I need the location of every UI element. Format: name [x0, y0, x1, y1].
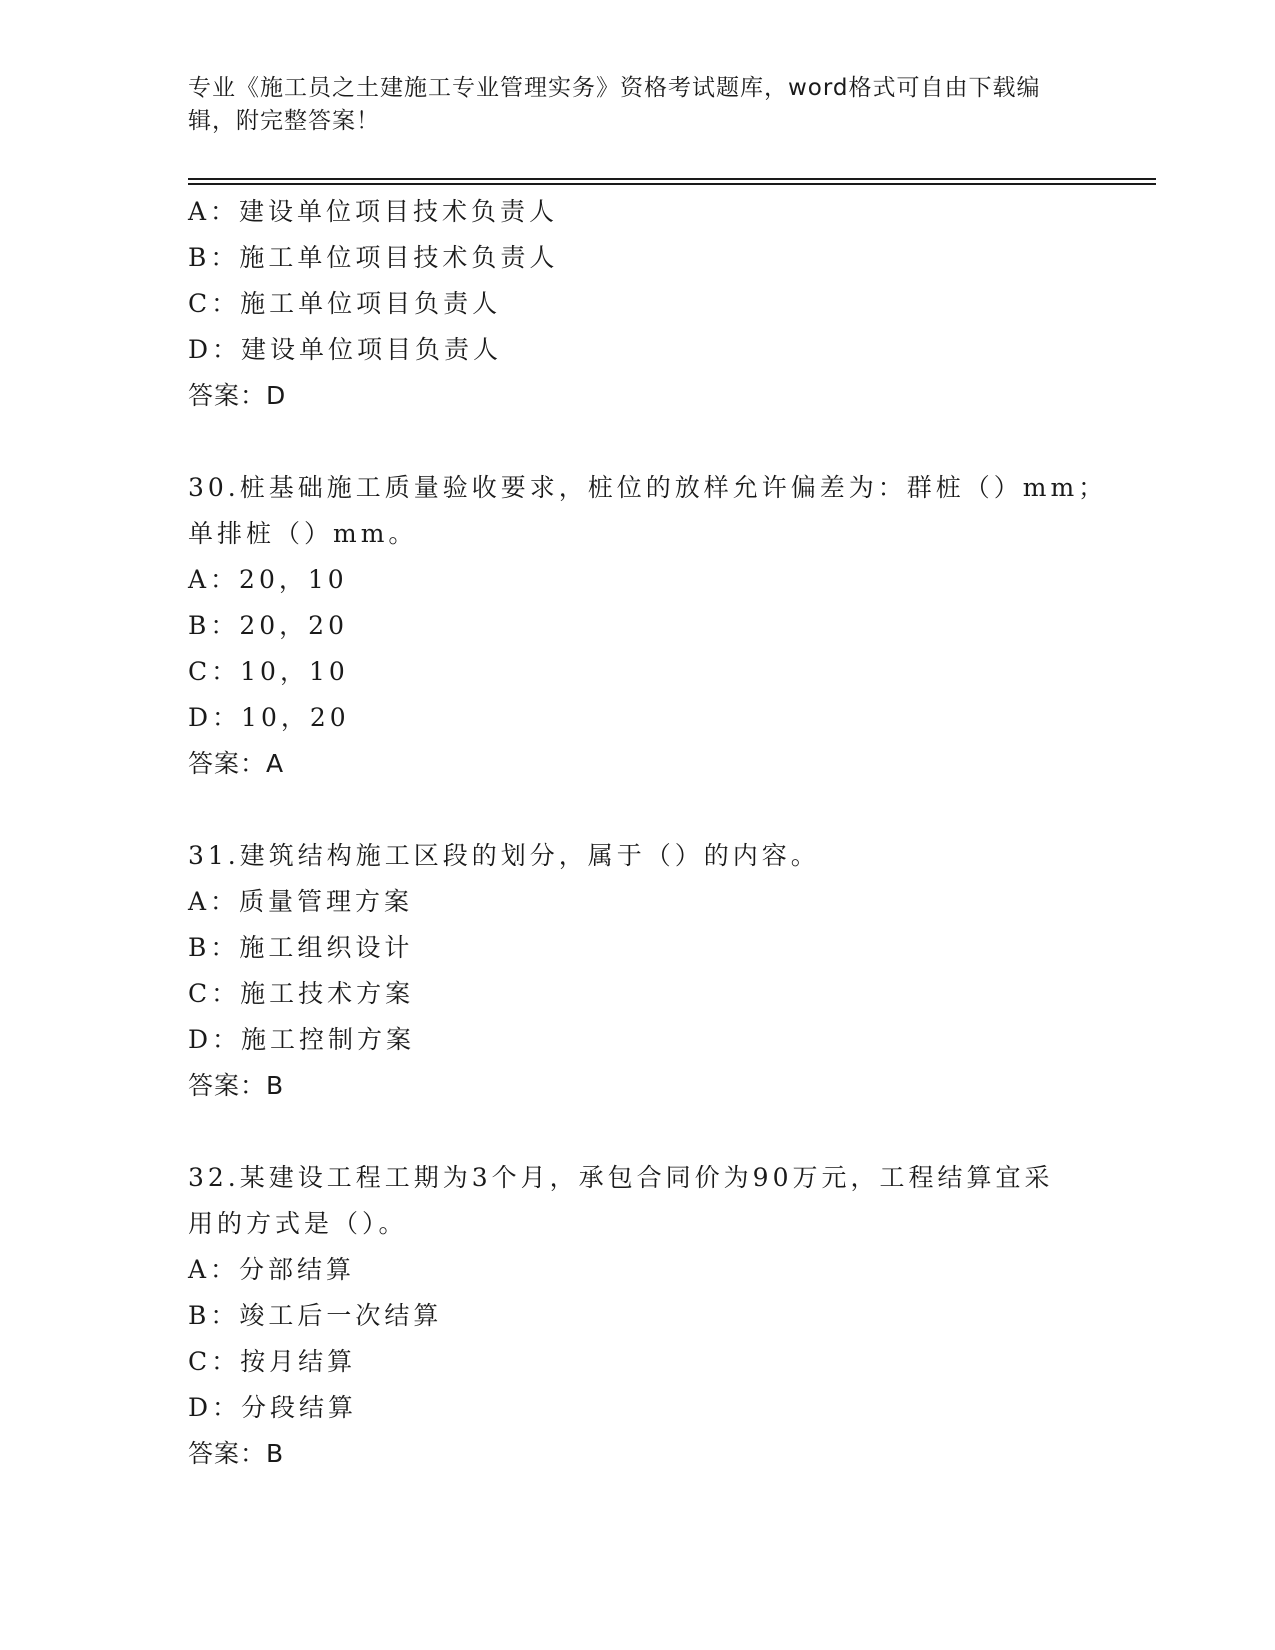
answer: 答案：A — [188, 749, 285, 778]
question-text-line-1: 30.桩基础施工质量验收要求，桩位的放样允许偏差为：群桩（）mm； — [188, 473, 1108, 502]
question-30 — [188, 465, 1108, 787]
question-text-line-2: 单排桩（）mm。 — [188, 519, 418, 548]
question-29 — [188, 189, 1088, 419]
answer: 答案：B — [188, 1439, 285, 1468]
header-divider-bottom — [188, 183, 1156, 185]
spacer — [188, 1109, 1088, 1155]
option-d: D：分段结算 — [188, 1393, 358, 1422]
document-header — [188, 72, 1068, 138]
option-a: A：质量管理方案 — [188, 887, 414, 916]
option-d: D：施工控制方案 — [188, 1025, 416, 1054]
question-list — [188, 189, 1108, 1477]
option-b: B：20，20 — [188, 611, 348, 640]
spacer — [188, 787, 1088, 833]
header-divider-top — [188, 178, 1156, 180]
question-31 — [188, 833, 1088, 1109]
option-b: B：竣工后一次结算 — [188, 1301, 443, 1330]
question-text-line-2: 用的方式是（）。 — [188, 1209, 408, 1238]
option-a: A：建设单位项目技术负责人 — [188, 197, 559, 226]
option-a: A：分部结算 — [188, 1255, 356, 1284]
option-c: C：施工单位项目负责人 — [188, 289, 502, 318]
option-c: C：按月结算 — [188, 1347, 357, 1376]
answer: 答案：B — [188, 1071, 285, 1100]
option-d: D：10，20 — [188, 703, 350, 732]
option-b: B：施工单位项目技术负责人 — [188, 243, 559, 272]
option-b: B：施工组织设计 — [188, 933, 414, 962]
header-line-2: 辑，附完整答案！ — [188, 108, 380, 134]
answer: 答案：D — [188, 381, 287, 410]
option-c: C：施工技术方案 — [188, 979, 415, 1008]
header-line-1: 专业《施工员之土建施工专业管理实务》资格考试题库，word格式可自由下载编 — [188, 75, 1041, 101]
option-a: A：20，10 — [188, 565, 348, 594]
spacer — [188, 419, 1088, 465]
question-text-line-1: 32.某建设工程工期为3个月，承包合同价为90万元，工程结算宜采 — [188, 1163, 1054, 1192]
question-text-line-1: 31.建筑结构施工区段的划分，属于（）的内容。 — [188, 841, 820, 870]
option-c: C：10，10 — [188, 657, 349, 686]
option-d: D：建设单位项目负责人 — [188, 335, 503, 364]
question-32 — [188, 1155, 1088, 1477]
